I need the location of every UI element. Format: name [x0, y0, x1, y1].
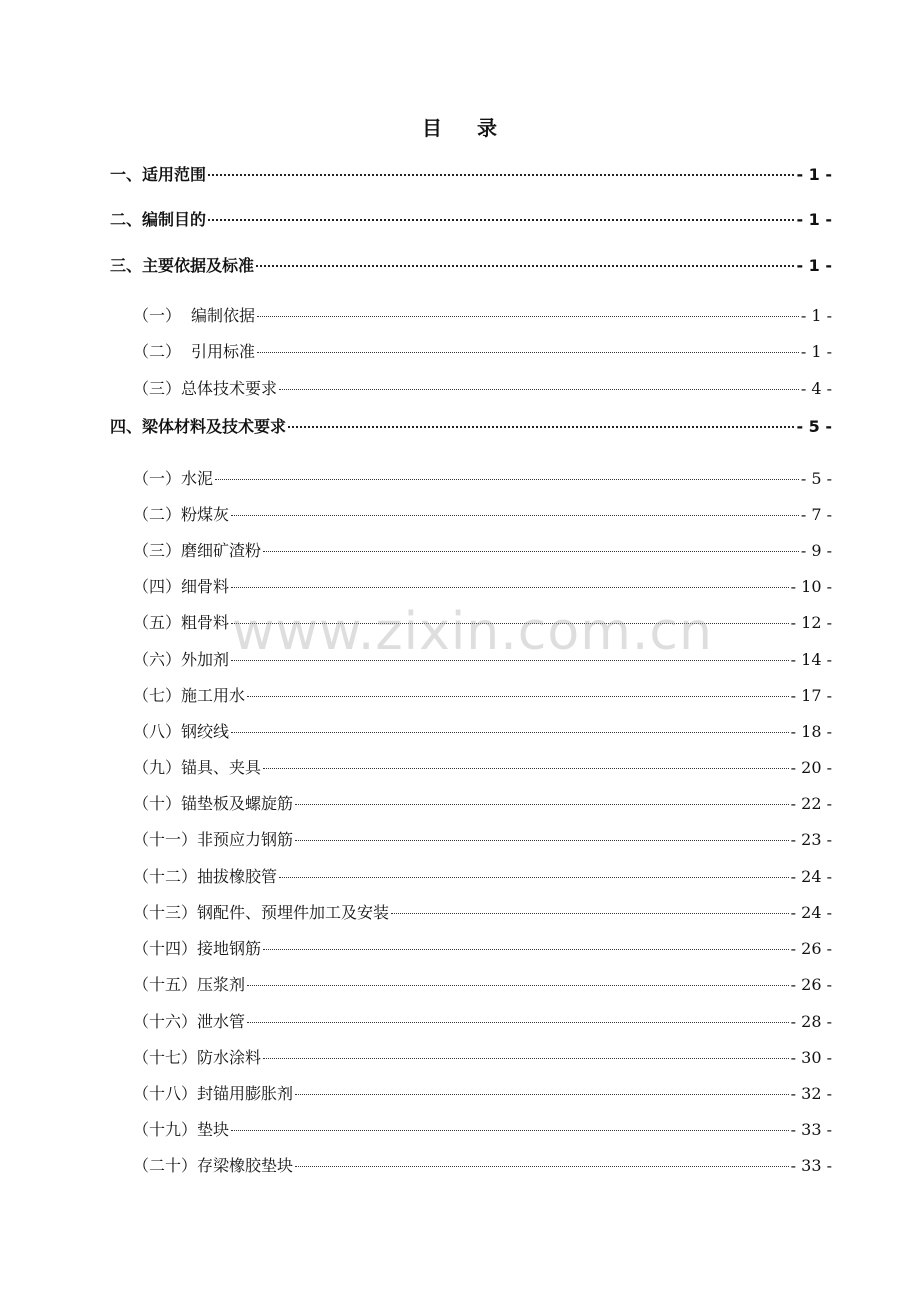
- toc-subentry-title: 粉煤灰: [181, 505, 230, 524]
- toc-subentry-number: （十一）: [133, 830, 198, 849]
- toc-subentry-title: 细骨料: [181, 577, 230, 596]
- dot-leader: [295, 840, 789, 841]
- toc-subentry[interactable]: [133, 340, 832, 364]
- toc-subentry-title: 防水涂料: [197, 1048, 262, 1067]
- toc-subentry-page: - 5 -: [800, 469, 832, 488]
- toc-subentry[interactable]: [133, 756, 832, 780]
- toc-subentry-title: 锚具、夹具: [181, 758, 262, 777]
- toc-subentry-title: 存梁橡胶垫块: [197, 1156, 294, 1175]
- toc-subentry-title: 钢配件、预埋件加工及安装: [197, 903, 390, 922]
- toc-entry-label: 四、梁体材料及技术要求: [110, 417, 287, 436]
- toc-subentry-title: 引用标准: [191, 342, 256, 361]
- toc-subentry-page: - 20 -: [790, 758, 832, 777]
- toc-subentry-number: （六）: [133, 650, 182, 669]
- dot-leader: [208, 174, 794, 176]
- dot-leader: [288, 426, 794, 428]
- toc-subentry[interactable]: [133, 828, 832, 852]
- dot-leader: [247, 1022, 789, 1023]
- dot-leader: [231, 1130, 789, 1131]
- toc-subentry-title: 粗骨料: [181, 613, 230, 632]
- toc-subentry-page: - 24 -: [790, 903, 832, 922]
- title-char-2: 录: [477, 116, 498, 140]
- dot-leader: [279, 877, 789, 878]
- toc-subentry-title: 垫块: [197, 1120, 230, 1139]
- toc-subentry-page: - 9 -: [800, 541, 832, 560]
- dot-leader: [263, 949, 789, 950]
- toc-entry-page: - 1 -: [796, 256, 832, 275]
- toc-subentry-page: - 12 -: [790, 613, 832, 632]
- toc-entry-page: - 5 -: [796, 417, 832, 436]
- toc-subentry-number: （十四）: [133, 939, 198, 958]
- toc-subentry-page: - 26 -: [790, 975, 832, 994]
- toc-subentry[interactable]: [133, 575, 832, 599]
- toc-subentry-page: - 7 -: [800, 505, 832, 524]
- toc-subentry-title: 锚垫板及螺旋筋: [181, 794, 294, 813]
- toc-subentry-number: （八）: [133, 722, 182, 741]
- toc-entry-page: - 1 -: [796, 210, 832, 229]
- toc-subentry-page: - 18 -: [790, 722, 832, 741]
- toc-subentry-number: （一）: [133, 469, 182, 488]
- toc-subentry-page: - 23 -: [790, 830, 832, 849]
- toc-subentry-number: （十八）: [133, 1084, 198, 1103]
- toc-subentry[interactable]: [133, 901, 832, 925]
- dot-leader: [231, 732, 789, 733]
- toc-subentry-number: （二十）: [133, 1156, 198, 1175]
- toc-entry[interactable]: [110, 254, 832, 278]
- toc-subentry[interactable]: [133, 539, 832, 563]
- toc-subentry-title: 编制依据: [191, 306, 256, 325]
- toc-subentry-number: （九）: [133, 758, 182, 777]
- dot-leader: [263, 768, 789, 769]
- toc-subentry-title: 外加剂: [181, 650, 230, 669]
- toc-entry-label: 一、适用范围: [110, 165, 207, 184]
- toc-subentry-number: （十二）: [133, 867, 198, 886]
- toc-subentry-title: 总体技术要求: [181, 379, 278, 398]
- toc-subentry-number: （一）: [133, 306, 182, 325]
- toc-entry[interactable]: [110, 208, 832, 232]
- toc-subentry-title: 封锚用膨胀剂: [197, 1084, 294, 1103]
- watermark: www.zixin.com.cn: [232, 602, 713, 662]
- toc-subentry-number: （十七）: [133, 1048, 198, 1067]
- toc-subentry-number: （十五）: [133, 975, 198, 994]
- toc-entry-page: - 1 -: [796, 165, 832, 184]
- toc-subentry-number: （十九）: [133, 1120, 198, 1139]
- title-char-1: 目: [422, 116, 443, 140]
- toc-subentry-number: （五）: [133, 613, 182, 632]
- toc-subentry-title: 施工用水: [181, 686, 246, 705]
- dot-leader: [295, 804, 789, 805]
- toc-subentry-number: （三）: [133, 541, 182, 560]
- toc-subentry[interactable]: [133, 1010, 832, 1034]
- dot-leader: [231, 623, 789, 624]
- toc-subentry[interactable]: [133, 1154, 832, 1178]
- dot-leader: [247, 985, 789, 986]
- dot-leader: [231, 515, 799, 516]
- toc-subentry-page: - 10 -: [790, 577, 832, 596]
- toc-subentry-page: - 32 -: [790, 1084, 832, 1103]
- toc-subentry-number: （十三）: [133, 903, 198, 922]
- dot-leader: [208, 219, 794, 221]
- toc-entry[interactable]: [110, 415, 832, 439]
- toc-subentry-title: 水泥: [181, 469, 214, 488]
- toc-subentry-title: 非预应力钢筋: [197, 830, 294, 849]
- dot-leader: [295, 1094, 789, 1095]
- dot-leader: [231, 660, 789, 661]
- toc-subentry[interactable]: [133, 1118, 832, 1142]
- toc-subentry[interactable]: [133, 503, 832, 527]
- toc-subentry[interactable]: [133, 720, 832, 744]
- toc-subentry-number: （三）: [133, 379, 182, 398]
- toc-subentry[interactable]: [133, 684, 832, 708]
- toc-subentry-number: （二）: [133, 342, 182, 361]
- toc-subentry-page: - 33 -: [790, 1120, 832, 1139]
- toc-entry[interactable]: [110, 163, 832, 187]
- toc-subentry-page: - 22 -: [790, 794, 832, 813]
- toc-subentry[interactable]: [133, 973, 832, 997]
- toc-subentry-page: - 17 -: [790, 686, 832, 705]
- dot-leader: [247, 696, 789, 697]
- toc-subentry-number: （二）: [133, 505, 182, 524]
- toc-subentry-title: 磨细矿渣粉: [181, 541, 262, 560]
- dot-leader: [295, 1166, 789, 1167]
- toc-subentry[interactable]: [133, 467, 832, 491]
- toc-subentry-page: - 4 -: [800, 379, 832, 398]
- toc-subentry[interactable]: [133, 611, 832, 635]
- toc-subentry-title: 泄水管: [197, 1012, 246, 1031]
- toc-subentry[interactable]: [133, 865, 832, 889]
- dot-leader: [391, 913, 789, 914]
- toc-subentry-title: 抽拔橡胶管: [197, 867, 278, 886]
- dot-leader: [215, 479, 799, 480]
- toc-subentry-title: 钢绞线: [181, 722, 230, 741]
- toc-subentry[interactable]: [133, 937, 832, 961]
- page-title: [0, 112, 920, 141]
- toc-subentry-page: - 24 -: [790, 867, 832, 886]
- toc-subentry-page: - 30 -: [790, 1048, 832, 1067]
- toc-entry-label: 三、主要依据及标准: [110, 256, 255, 275]
- toc-subentry-page: - 14 -: [790, 650, 832, 669]
- toc-subentry[interactable]: [133, 792, 832, 816]
- toc-subentry-number: （十）: [133, 794, 182, 813]
- dot-leader: [257, 316, 799, 317]
- toc-subentry-number: （十六）: [133, 1012, 198, 1031]
- toc-subentry[interactable]: [133, 304, 832, 328]
- toc-subentry[interactable]: [133, 648, 832, 672]
- toc-subentry[interactable]: [133, 1046, 832, 1070]
- toc-entry-label: 二、编制目的: [110, 210, 207, 229]
- toc-subentry-number: （七）: [133, 686, 182, 705]
- toc-subentry[interactable]: [133, 1082, 832, 1106]
- dot-leader: [257, 352, 799, 353]
- toc-subentry-page: - 1 -: [800, 306, 832, 325]
- toc-subentry-page: - 33 -: [790, 1156, 832, 1175]
- toc-subentry-page: - 26 -: [790, 939, 832, 958]
- dot-leader: [263, 551, 799, 552]
- toc-subentry-page: - 28 -: [790, 1012, 832, 1031]
- dot-leader: [279, 389, 799, 390]
- toc-subentry-number: （四）: [133, 577, 182, 596]
- dot-leader: [256, 265, 794, 267]
- toc-subentry-page: - 1 -: [800, 342, 832, 361]
- dot-leader: [231, 587, 789, 588]
- dot-leader: [263, 1058, 789, 1059]
- toc-subentry[interactable]: [133, 377, 832, 401]
- toc-subentry-title: 接地钢筋: [197, 939, 262, 958]
- toc-subentry-title: 压浆剂: [197, 975, 246, 994]
